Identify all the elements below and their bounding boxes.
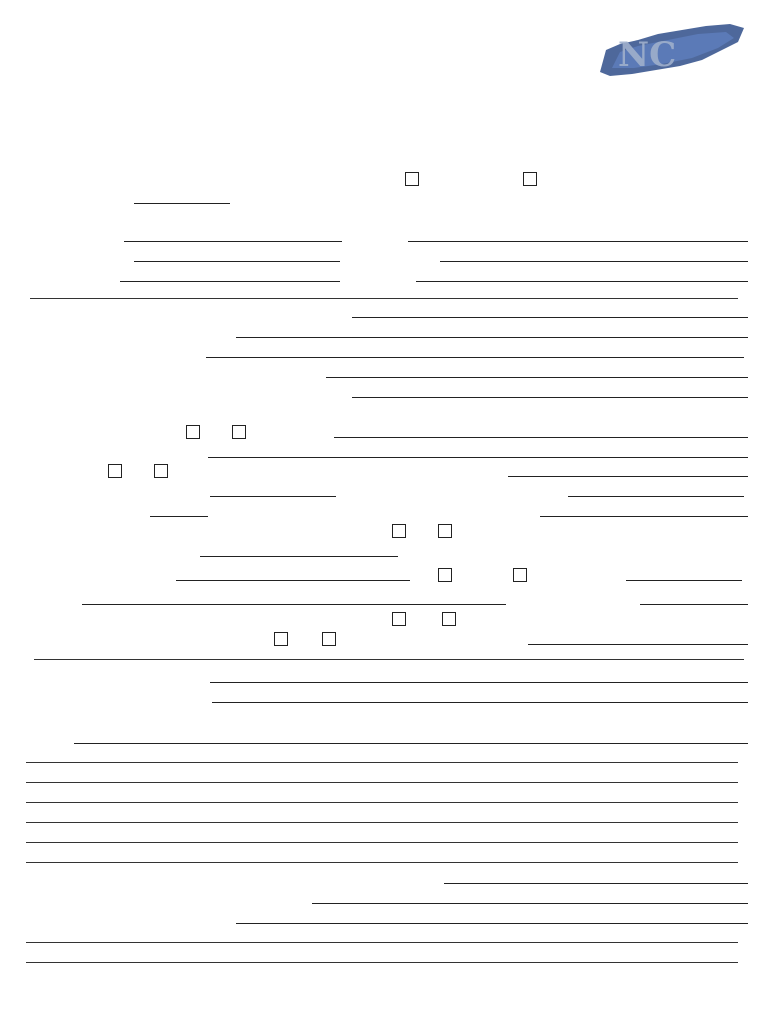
q25-field[interactable]: [210, 682, 748, 683]
q28-row: [30, 870, 748, 886]
q20-field[interactable]: [626, 580, 742, 581]
diagnosis-extra-line[interactable]: [30, 298, 738, 299]
q30-field[interactable]: [236, 923, 748, 924]
q25-row: [30, 669, 748, 685]
q10-row: [30, 364, 748, 380]
q23-row: [30, 611, 748, 627]
q12-yes-checkbox[interactable]: [232, 425, 246, 439]
q24-explain-field[interactable]: [528, 644, 748, 645]
q11-field[interactable]: [352, 397, 748, 398]
q17-no-checkbox[interactable]: [392, 524, 406, 538]
q19-field[interactable]: [176, 580, 410, 581]
q8-field[interactable]: [236, 337, 748, 338]
q16-sats-field[interactable]: [150, 516, 208, 517]
patient-name-field[interactable]: [124, 241, 342, 242]
q13-field[interactable]: [208, 457, 748, 458]
q27-line-5[interactable]: [26, 842, 738, 843]
section-a-row: [30, 171, 748, 187]
q14-liters-field[interactable]: [508, 476, 748, 477]
soc-date-field[interactable]: [134, 203, 230, 204]
q30-line-1[interactable]: [26, 942, 738, 943]
q9-field[interactable]: [206, 357, 744, 358]
q16-freq-field[interactable]: [540, 516, 748, 517]
address-field[interactable]: [408, 241, 748, 242]
q14-no-checkbox[interactable]: [108, 464, 122, 478]
q7-field[interactable]: [352, 317, 748, 318]
q16-row: [30, 503, 748, 519]
q21-row: [30, 591, 748, 607]
q15-row: [30, 483, 748, 499]
q27-line-4[interactable]: [26, 822, 738, 823]
q26-row: [30, 689, 748, 705]
q13-row: [30, 444, 748, 460]
q14-row: [30, 463, 748, 479]
npi-checkbox[interactable]: [438, 568, 452, 582]
q24-no-checkbox[interactable]: [322, 632, 336, 646]
phone-row: [30, 248, 748, 264]
q27-period-row: [30, 730, 748, 746]
nc-tracks-logo: [598, 20, 748, 80]
tech-heading-row: [30, 404, 748, 420]
q23-no-checkbox[interactable]: [442, 612, 456, 626]
q24-yes-checkbox[interactable]: [274, 632, 288, 646]
q27-line-2[interactable]: [26, 782, 738, 783]
q30-row: [30, 910, 748, 926]
q10-field[interactable]: [326, 377, 748, 378]
q15-adjust-field[interactable]: [568, 496, 744, 497]
medicaid-checkbox[interactable]: [405, 172, 419, 186]
atypical-checkbox[interactable]: [513, 568, 527, 582]
svg-text:NC: NC: [618, 35, 677, 75]
q24-extra-line[interactable]: [34, 659, 744, 660]
q29-row: [30, 890, 748, 906]
q21-field[interactable]: [82, 604, 506, 605]
q26-field[interactable]: [212, 702, 748, 703]
q17-row: [30, 523, 748, 539]
q12-row: [30, 424, 748, 440]
q29-field[interactable]: [312, 903, 748, 904]
q12-type-field[interactable]: [334, 437, 748, 438]
q14-yes-checkbox[interactable]: [154, 464, 168, 478]
recipient-id-field[interactable]: [440, 261, 748, 262]
q15-rate-field[interactable]: [210, 496, 336, 497]
dob-field[interactable]: [120, 281, 340, 282]
q12-no-checkbox[interactable]: [186, 425, 200, 439]
q27-period-field[interactable]: [74, 743, 748, 744]
diagnosis-field[interactable]: [416, 281, 748, 282]
dob-row: [30, 268, 748, 284]
q17-yes-checkbox[interactable]: [438, 524, 452, 538]
q30-line-2[interactable]: [26, 962, 738, 963]
q28-field[interactable]: [444, 883, 748, 884]
q27-row: [30, 710, 748, 726]
soc-row: [30, 192, 748, 208]
patient-name-row: [30, 228, 748, 244]
q27-line-6[interactable]: [26, 862, 738, 863]
health-choice-checkbox[interactable]: [523, 172, 537, 186]
q7-row: [30, 304, 748, 320]
phone-field[interactable]: [134, 261, 340, 262]
q18-field[interactable]: [200, 556, 398, 557]
q11-row: [30, 384, 748, 400]
q27-line-3[interactable]: [26, 802, 738, 803]
q27-line-1[interactable]: [26, 762, 738, 763]
q18-row: [30, 543, 748, 559]
q24-row: [30, 631, 748, 647]
q9-row: [30, 344, 748, 360]
q8-row: [30, 324, 748, 340]
q23-yes-checkbox[interactable]: [392, 612, 406, 626]
q19-row: [30, 567, 748, 583]
q22-field[interactable]: [640, 604, 748, 605]
